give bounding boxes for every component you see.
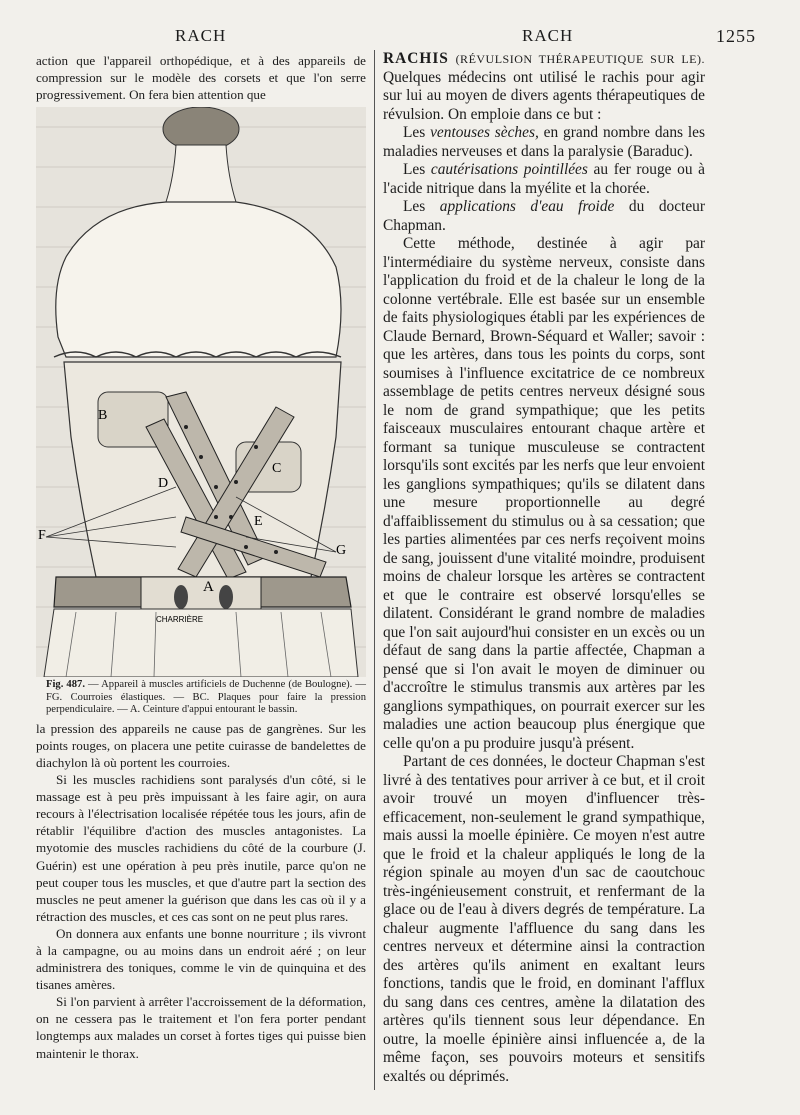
label-A: A [203,579,214,596]
intro-paragraph: action que l'appareil orthopédique, et à des appareils de compression sur le modèle des corsets et que l'on serre progressivement. On fera bien attention que [36,53,366,103]
item1-post: en grand nombre dans les maladies nerveuses et dans la paralysie (Baraduc). [383,124,705,160]
figure-corset-apparatus [36,107,366,677]
left-paragraph-4: Si l'on parvient à arrêter l'accroissement de la déformation, on ne cessera pas le traitement et l'on fera porter pendant longtemps aux malades un corset à fortes tiges qui puisse bien maintenir le thorax. [36,994,366,1061]
item3-emphasis: applications d'eau froide [439,198,615,215]
corset-illustration [36,107,366,677]
item2-emphasis: cautérisations pointillées [430,161,588,178]
label-B: B [98,408,108,424]
running-head-left: RACH [175,26,227,45]
entry-lead-word: RACHIS [383,50,449,67]
label-E: E [254,514,263,530]
figure-caption [36,679,366,717]
entry-heading: (RÉVULSION THÉRAPEUTIQUE SUR LE). [455,52,705,66]
figure-caption-number: Fig. 487. [46,679,85,691]
paragraph-method: Cette méthode, destinée à agir par l'intermédiaire du système nerveux, consiste dans l'application du froid et de la chaleur le long de la colonne vertébrale. Elle est basée sur un ensemble de faits physiologiques établi par les expériences de Claude Bernard, Brown-Séquard et Waller; savoir : que les artères, dans tous les points du corps, sont soumises à l'influence excitatrice de ce nombreux assemblage de petits centres nerveux désigné sous le nom de grand sympathique; que les petits faisceaux musculaires entourant chaque artère et formant sa tunique musculeuse se contractent lorsqu'ils sont excités par les nerfs que leur envoient les ganglions sympathiques; qu'ils se dilatent dans une mesure proportionnelle au degré d'affaiblissement du stimulus ou à sa cessation; que les parties alimentées par ces nerfs reçoivent moins de sang, jouissent d'une vitalité moindre, produisent moins de chaleur lorsque les artères se contractent et que le contraire est observé lorsqu'elles se dilatent. Considérant le grand nombre de maladies que l'on sait aujourd'hui consister en un excès ou un défaut de sang dans la partie affectée, Chapman a pensé que si l'on avait le moyen de diminuer ou d'accroître le stimulus transmis aux artères par les ganglions sympathiques, on pourrait exercer sur les maladies une action beaucoup plus énergique que celle qu'on a pu produire jusqu'à présent. [383,235,705,752]
item3-pre: Les [403,198,426,215]
left-paragraph-3: On donnera aux enfants une bonne nourriture ; ils vivront à la campagne, ou au moins dans un endroit aéré ; on leur administrera des toniques, comme le vin de quinquina et des tisanes amères. [36,925,366,993]
left-paragraph-1: la pression des appareils ne cause pas de gangrènes. Sur les points rouges, on placera une petite cuirasse de bandelettes de diachylon là où portent les courroies. [36,720,366,770]
item1-emphasis: ventouses sèches, [430,124,539,141]
item2-post: au fer rouge ou à l'acide nitrique dans la myélite et la chorée. [383,161,705,197]
label-C: C [272,461,282,477]
left-paragraph-2: Si les muscles rachidiens sont paralysés d'un côté, si le massage est à peu près impuissant à les faire agir, on aura recours à l'électrisation localisée répétée tous les jours, afin de rétablir l'équilibre d'action des muscles antagonistes. La myotomie des muscles rachidiens du côté de la courbure (J. Guérin) est une opération à peu près inutile, parce qu'on ne peut couper tous les muscles, et que d'autre part la section des muscles ne peut amener la guérison que dans les cas où il y a rétraction des muscles, et ces cas sont on ne peut plus rares. [36,772,366,924]
item-eau-froide [383,198,705,235]
right-column [383,50,705,1086]
item3-post: du docteur Chapman. [383,198,705,234]
label-F: F [38,528,46,544]
running-head-right: RACH [522,26,574,45]
item2-pre: Les [403,161,426,178]
page-number: 1255 [716,26,756,46]
left-column [36,52,366,1062]
entry-text: Quelques médecins ont utilisé le rachis pour agir sur lui au moyen de divers agents thérapeutiques de révulsion. On emploie dans ce but : [383,68,705,123]
label-maker: CHARRIÈRE [156,615,204,625]
label-G: G [336,543,347,559]
figure-caption-text: — Appareil à muscles artificiels de Duchenne (de Boulogne). — FG. Courroies élastiques. — BC. Plaques pour faire la pression perpendiculaire. — A. Ceinture d'appui entourant le bassin. [46,679,366,716]
paragraph-partant: Partant de ces données, le docteur Chapman s'est livré à des tentatives pour arriver à ce but, et il croit avoir trouvé un moyen d'influencer très-efficacement, non-seulement le grand sympathique, mais aussi la moelle épinière. Ce moyen n'est autre que le froid et la chaleur appliqués le long de la région spinale au moyen d'un sac de caoutchouc très-ingénieusement construit, et renfermant de la glace ou de l'eau à divers degrés de température. La chaleur augmente l'affluence du sang dans les centres nerveux et détermine ainsi la contraction des artères qu'ils animent en exaltant leurs fonctions, tandis que le froid, en dominant l'afflux du sang dans ces centres, amène la dilatation des artères qu'ils tiennent sous leur dépendance. En outre, la moelle épinière ainsi influencée a, de la même façon, ses pouvoirs moteurs et sensitifs exaltés ou déprimés. [383,753,705,1085]
item-cauterisations [383,161,705,198]
label-D: D [158,476,169,492]
item1-pre: Les [403,124,426,141]
entry-rachis [383,50,705,124]
column-divider [374,50,375,1090]
item-ventouses [383,124,705,161]
